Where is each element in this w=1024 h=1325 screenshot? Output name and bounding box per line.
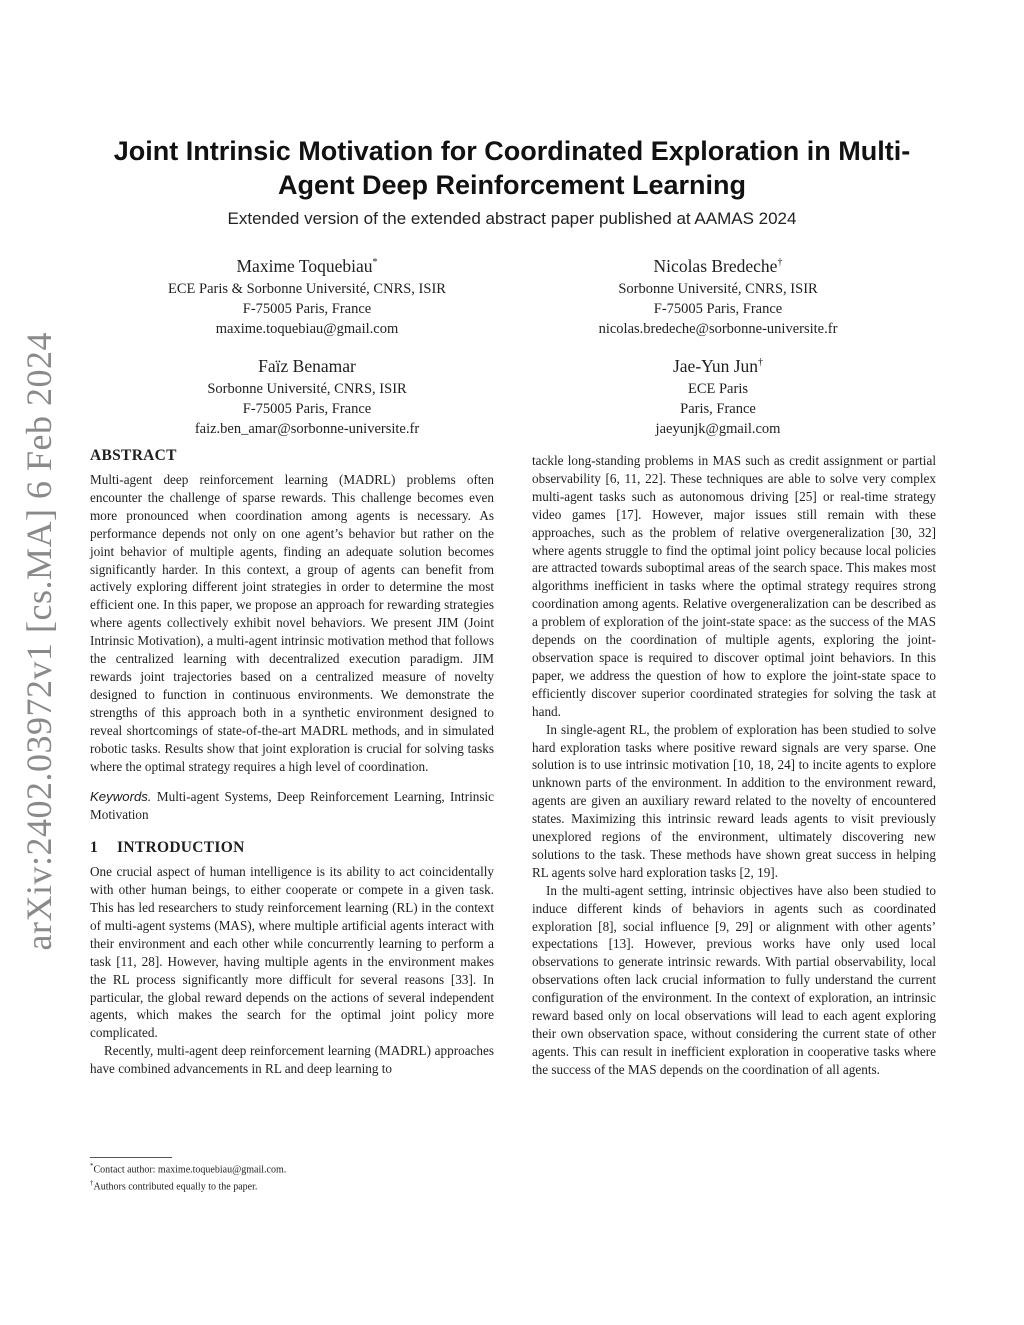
paragraph: One crucial aspect of human intelligence is its ability to act coincidentally with other human beings, to either cooperate or compete in a given task. This has led researchers to study reinforcement learning (RL) in the context of multi-agent systems (MAS), where multiple artificial agents interact with their environment and each other while concurrently learning to perform a task [11, 28]. However, having multiple agents in the environment makes the RL process significantly more difficult for several reasons [33]. In particular, the global reward depends on the actions of several independent agents, which makes the search for the optimal joint policy more complicated. — [90, 864, 494, 1041]
author-address: F-75005 Paris, France — [242, 301, 372, 318]
author-name-line — [97, 250, 517, 279]
author-block — [97, 250, 517, 340]
author-block — [97, 350, 517, 440]
author-email: maxime.toquebiau@gmail.com — [215, 321, 399, 338]
footnote-rule — [90, 1157, 172, 1158]
author-mark: * — [372, 257, 378, 268]
section-title: INTRODUCTION — [117, 839, 245, 857]
keywords-text: Multi-agent Systems, Deep Reinforcement Learning, Intrinsic Motivation — [90, 789, 494, 823]
abstract-heading: ABSTRACT — [90, 447, 177, 464]
author-affiliation: Sorbonne Université, CNRS, ISIR — [618, 280, 818, 297]
footnote-mark: * — [90, 1162, 94, 1170]
footnote — [90, 1177, 494, 1194]
right-column — [532, 452, 936, 1079]
left-column — [90, 446, 494, 1078]
arxiv-stamp — [8, 331, 70, 951]
arxiv-id: arXiv:2402.03972v1 [cs.MA] 6 Feb 2024 — [19, 331, 59, 951]
footnote-text: Contact author: maxime.toquebiau@gmail.com. — [93, 1164, 287, 1176]
author-block — [508, 350, 928, 440]
author-affiliation: Sorbonne Université, CNRS, ISIR — [207, 380, 407, 397]
footnotes — [90, 1160, 494, 1194]
paragraph: In the multi-agent setting, intrinsic objectives have also been studied to induce different kinds of behaviors in agents such as coordinated exploration [8], social influence [9, 29] or alignment with other agents’ expectations [13]. However, previous works have only used local observations to generate intrinsic rewards. With partial observability, local observations often lack crucial information to fully understand the current configuration of the environment. In the context of exploration, an intrinsic reward based only on local observations will lead to each agent exploring their own observation space, without considering the current state of other agents. This can result in inefficient exploration in cooperative tasks where the success of the MAS depends on the coordination of all agents. — [532, 882, 936, 1077]
author-name: Nicolas Bredeche — [653, 255, 778, 276]
author-name: Jae-Yun Jun — [672, 355, 759, 376]
author-name-line — [97, 350, 517, 379]
author-name-line — [508, 350, 928, 379]
author-address: F-75005 Paris, France — [242, 401, 372, 418]
paragraph: tackle long-standing problems in MAS such as credit assignment or partial observability [6, 11, 22]. These techniques are able to solve very complex multi-agent tasks such as autonomous driving [25] or real-time strategy video games [17]. However, major issues still remain with these approaches, such as the problem of relative overgeneralization [30, 32] where agents struggle to find the optimal joint policy because local policies are attracted towards suboptimal areas of the search space. This makes most algorithms inefficient in tasks where the optimal strategy requires strong coordination among agents. Relative overgeneralization can be described as a problem of exploration of the joint-state space: as the success of the MAS depends on the coordination of multiple agents, exploring the joint-observation space is required to discover optimal joint behaviors. In this paper, we address the question of how to explore the joint-state space to efficiently discover superior coordinated strategies for solving the task at hand. — [532, 453, 936, 719]
author-email: nicolas.bredeche@sorbonne-universite.fr — [598, 321, 838, 338]
author-affiliation: ECE Paris — [687, 380, 748, 397]
paragraph: In single-agent RL, the problem of exploration has been studied to solve hard exploration tasks where positive reward signals are very sparse. One solution is to use intrinsic motivation [10, 18, 24] to incite agents to explore unknown parts of the environment. In addition to the environment reward, agents are given an auxiliary reward related to the novelty of encountered states. Maximizing this intrinsic reward leads agents to visit previously unexplored regions of the environment, ultimately discovering new solutions to the task. These methods have shown great success in helping RL agents solve hard exploration tasks [2, 19]. — [532, 721, 936, 880]
keywords — [90, 788, 494, 824]
paragraph: Recently, multi-agent deep reinforcement learning (MADRL) approaches have combined advancements in RL and deep learning to — [90, 1043, 494, 1077]
author-address: Paris, France — [680, 401, 756, 418]
footnote-text: Authors contributed equally to the paper. — [93, 1181, 258, 1193]
section-number: 1 — [90, 839, 99, 857]
author-email: faiz.ben_amar@sorbonne-universite.fr — [194, 421, 420, 438]
author-address: F-75005 Paris, France — [653, 301, 783, 318]
author-mark: † — [758, 357, 764, 368]
author-affiliation: ECE Paris & Sorbonne Université, CNRS, ISIR — [168, 280, 446, 297]
author-mark: † — [777, 257, 783, 268]
paper-title: Joint Intrinsic Motivation for Coordinated Exploration in Multi-Agent Deep Reinforcement Learning — [113, 136, 911, 200]
section-heading — [90, 838, 494, 858]
author-name-line — [508, 250, 928, 279]
abstract-text: Multi-agent deep reinforcement learning (MADRL) problems often encounter the challenge of sparse rewards. This challenge becomes even more pronounced when coordination among agents is necessary. As performance depends not only on one agent’s behavior but rather on the joint behavior of multiple agents, finding an adequate solution becomes significantly harder. In this context, a group of agents can benefit from actively exploring different joint strategies in order to determine the most efficient one. In this paper, we propose an approach for rewarding strategies where agents collectively exhibit novel behaviors. We present JIM (Joint Intrinsic Motivation), a multi-agent intrinsic motivation method that follows the centralized learning with decentralized execution paradigm. JIM rewards joint trajectories based on a centralized measure of novelty designed to function in continuous environments. We demonstrate the strengths of this approach both in a synthetic environment designed to reveal shortcomings of state-of-the-art MADRL methods, and in simulated robotic tasks. Results show that joint exploration is crucial for solving tasks where the optimal strategy requires a high level of coordination. — [90, 472, 494, 774]
footnote-mark: † — [90, 1178, 94, 1187]
author-block — [508, 250, 928, 340]
keywords-label: Keywords. — [90, 789, 152, 805]
author-name: Faïz Benamar — [258, 355, 356, 376]
paper-subtitle: Extended version of the extended abstract paper published at AAMAS 2024 — [227, 209, 797, 228]
footnote — [90, 1160, 494, 1177]
author-email: jaeyunjk@gmail.com — [655, 421, 781, 438]
author-name: Maxime Toquebiau — [236, 255, 373, 276]
